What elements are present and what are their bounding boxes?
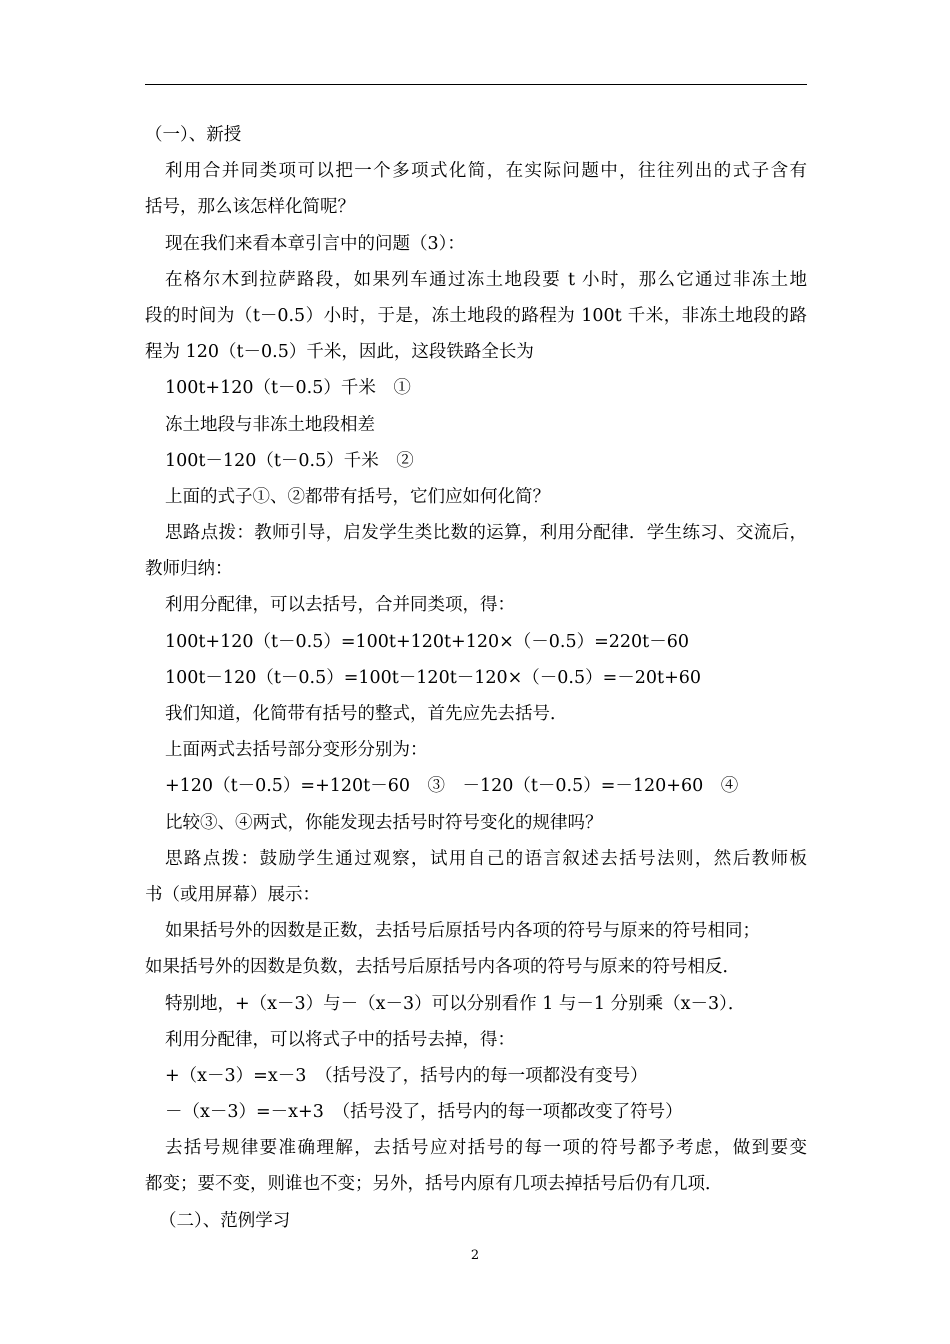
- paragraph-line: 我们知道，化简带有括号的整式，首先应先去括号．: [165, 704, 568, 724]
- paragraph-line: 利用分配律，可以将式子中的括号去掉，得：: [165, 1029, 515, 1050]
- formula-line: 100t－120（t－0.5）=100t－120t－120×（－0.5）=－20t+60: [165, 667, 702, 688]
- paragraph-line: 括号，那么该怎样化简呢？: [145, 197, 355, 218]
- paragraph-line: 特别地，+（x－3）与－（x－3）可以分别看作 1 与－1 分别乘（x－3）．: [165, 993, 746, 1014]
- paragraph-line: 利用合并同类项可以把一个多项式化简，在实际问题中，往往列出的式子含有: [165, 161, 807, 182]
- paragraph-line: 都变；要不变，则谁也不变；另外，括号内原有几项去掉括号后仍有几项．: [145, 1174, 723, 1195]
- header-rule: [145, 84, 807, 85]
- section-heading-new-lesson: （一）、新授: [145, 125, 242, 145]
- formula-line-2: 100t－120（t－0.5）千米 ②: [165, 450, 414, 471]
- formula-line: 100t+120（t－0.5）=100t+120t+120×（－0.5）=220t－60: [165, 631, 689, 652]
- formula-line: －（x－3）=－x+3 （括号没了，括号内的每一项都改变了符号）: [165, 1102, 683, 1123]
- rule-line-negative: 如果括号外的因数是负数，去括号后原括号内各项的符号与原来的符号相反．: [145, 957, 740, 978]
- paragraph-line: 书（或用屏幕）展示：: [145, 884, 320, 905]
- formula-line-3-4: +120（t－0.5）=+120t－60 ③ －120（t－0.5）=－120+60 ④: [165, 776, 739, 797]
- formula-line-1: 100t+120（t－0.5）千米 ①: [165, 378, 411, 399]
- paragraph-line: 利用分配律，可以去括号，合并同类项，得：: [165, 595, 515, 616]
- document-body: [145, 117, 810, 1239]
- paragraph-line: 冻土地段与非冻土地段相差: [165, 414, 375, 435]
- paragraph-line: 现在我们来看本章引言中的问题（3）：: [165, 233, 465, 254]
- rule-line-positive: 如果括号外的因数是正数，去括号后原括号内各项的符号与原来的符号相同；: [165, 921, 760, 942]
- section-heading-examples: （二）、范例学习: [159, 1210, 291, 1231]
- page-number: 2: [470, 1248, 480, 1263]
- paragraph-line: 教师归纳：: [145, 559, 233, 580]
- paragraph-line: 思路点拨：教师引导，启发学生类比数的运算，利用分配律．学生练习、交流后，: [165, 523, 807, 544]
- paragraph-line: 上面两式去括号部分变形分别为：: [165, 740, 428, 761]
- paragraph-line: 思路点拨：鼓励学生通过观察，试用自己的语言叙述去括号法则，然后教师板: [165, 848, 807, 869]
- paragraph-line: 比较③、④两式，你能发现去括号时符号变化的规律吗？: [165, 812, 603, 833]
- paragraph-line: 段的时间为（t－0.5）小时，于是，冻土地段的路程为 100t 千米，非冻土地段的路: [145, 305, 807, 326]
- formula-line: +（x－3）=x－3 （括号没了，括号内的每一项都没有变号）: [165, 1065, 648, 1086]
- paragraph-line: 去括号规律要准确理解，去括号应对括号的每一项的符号都予考虑，做到要变: [165, 1138, 807, 1159]
- paragraph-line: 上面的式子①、②都带有括号，它们应如何化简？: [165, 486, 550, 507]
- paragraph-line: 在格尔木到拉萨路段，如果列车通过冻土地段要 t 小时，那么它通过非冻土地: [165, 269, 807, 290]
- paragraph-line: 程为 120（t－0.5）千米，因此，这段铁路全长为: [145, 342, 534, 363]
